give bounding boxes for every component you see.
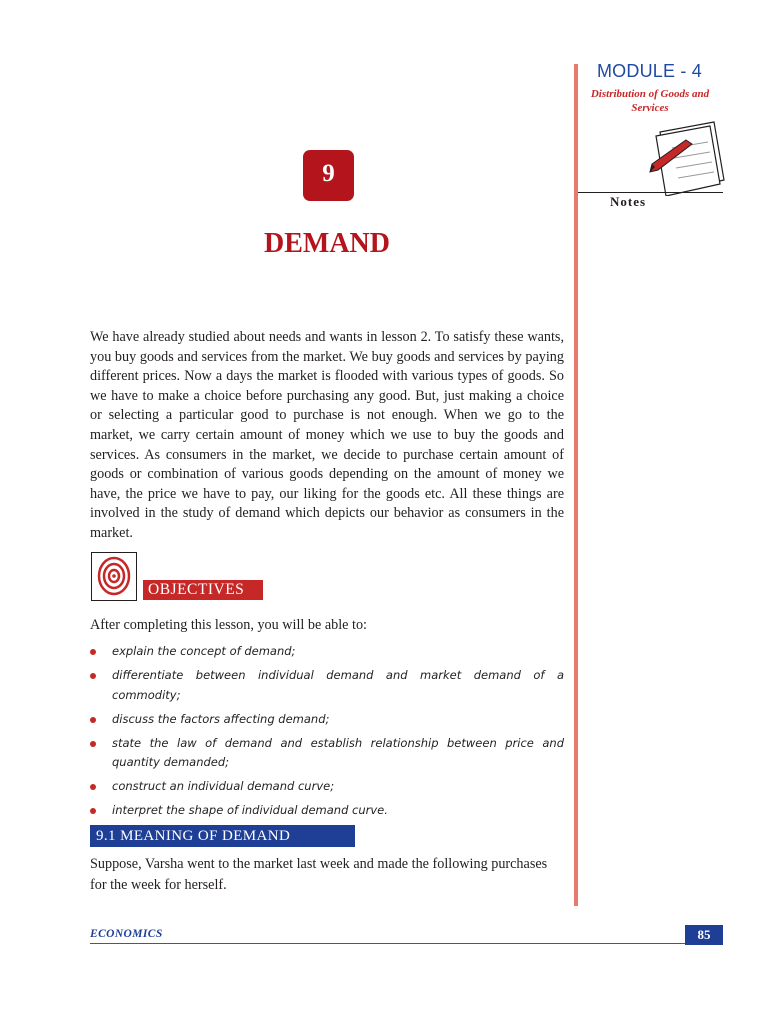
notes-label: Notes [610,194,647,209]
objective-item: differentiate between individual demand and market demand of a commodity; [90,666,564,705]
bullet-icon [90,673,96,679]
section-text: Suppose, Varsha went to the market last week and made the following purchases for the week for herself. [90,856,548,893]
module-subtitle: Distribution of Goods and Services [590,88,710,114]
objective-item: state the law of demand and establish relationship between price and quantity demanded; [90,734,564,773]
chapter-title: DEMAND [264,228,390,259]
intro-paragraph: We have already studied about needs and wants in lesson 2. To satisfy these wants, you buy goods and services from the market. We buy goods and services by paying different prices. Now a days the market is flooded with various types of goods. So we have to make a choice before purchasing any good. But, just making a choice or selecting a particular good to purchase is not enough. When we go to the market, we carry certain amount of money which we use to buy the goods and services. As consumers in the market, we decide to purchase certain amount of goods or combination of various goods depending on the amount of money we have, the price we have to pay, our liking for the goods etc. All these things are involved in the study of demand which depicts our behavior as consumers in the market. [90,329,564,541]
bullet-icon [90,649,96,655]
objective-item: interpret the shape of individual demand curve. [90,801,564,821]
page-number: 85 [685,925,723,945]
bullet-icon [90,741,96,747]
objectives-list [90,642,564,825]
chapter-number: 9 [303,150,354,201]
objective-item: explain the concept of demand; [90,642,564,662]
margin-rule [574,64,578,906]
objectives-label: OBJECTIVES [143,580,263,600]
bullet-icon [90,717,96,723]
footer-rule [90,943,685,944]
notes-divider [578,192,723,193]
objective-item: discuss the factors affecting demand; [90,710,564,730]
bullet-icon [90,784,96,790]
notes-pencil-icon [642,118,728,196]
section-heading: 9.1 MEANING OF DEMAND [90,825,355,847]
bullet-icon [90,808,96,814]
objective-item: construct an individual demand curve; [90,777,564,797]
objectives-lead: After completing this lesson, you will be able to: [90,617,368,633]
target-icon [91,552,137,601]
module-title: MODULE - 4 [596,61,703,81]
footer-subject: ECONOMICS [90,928,163,940]
